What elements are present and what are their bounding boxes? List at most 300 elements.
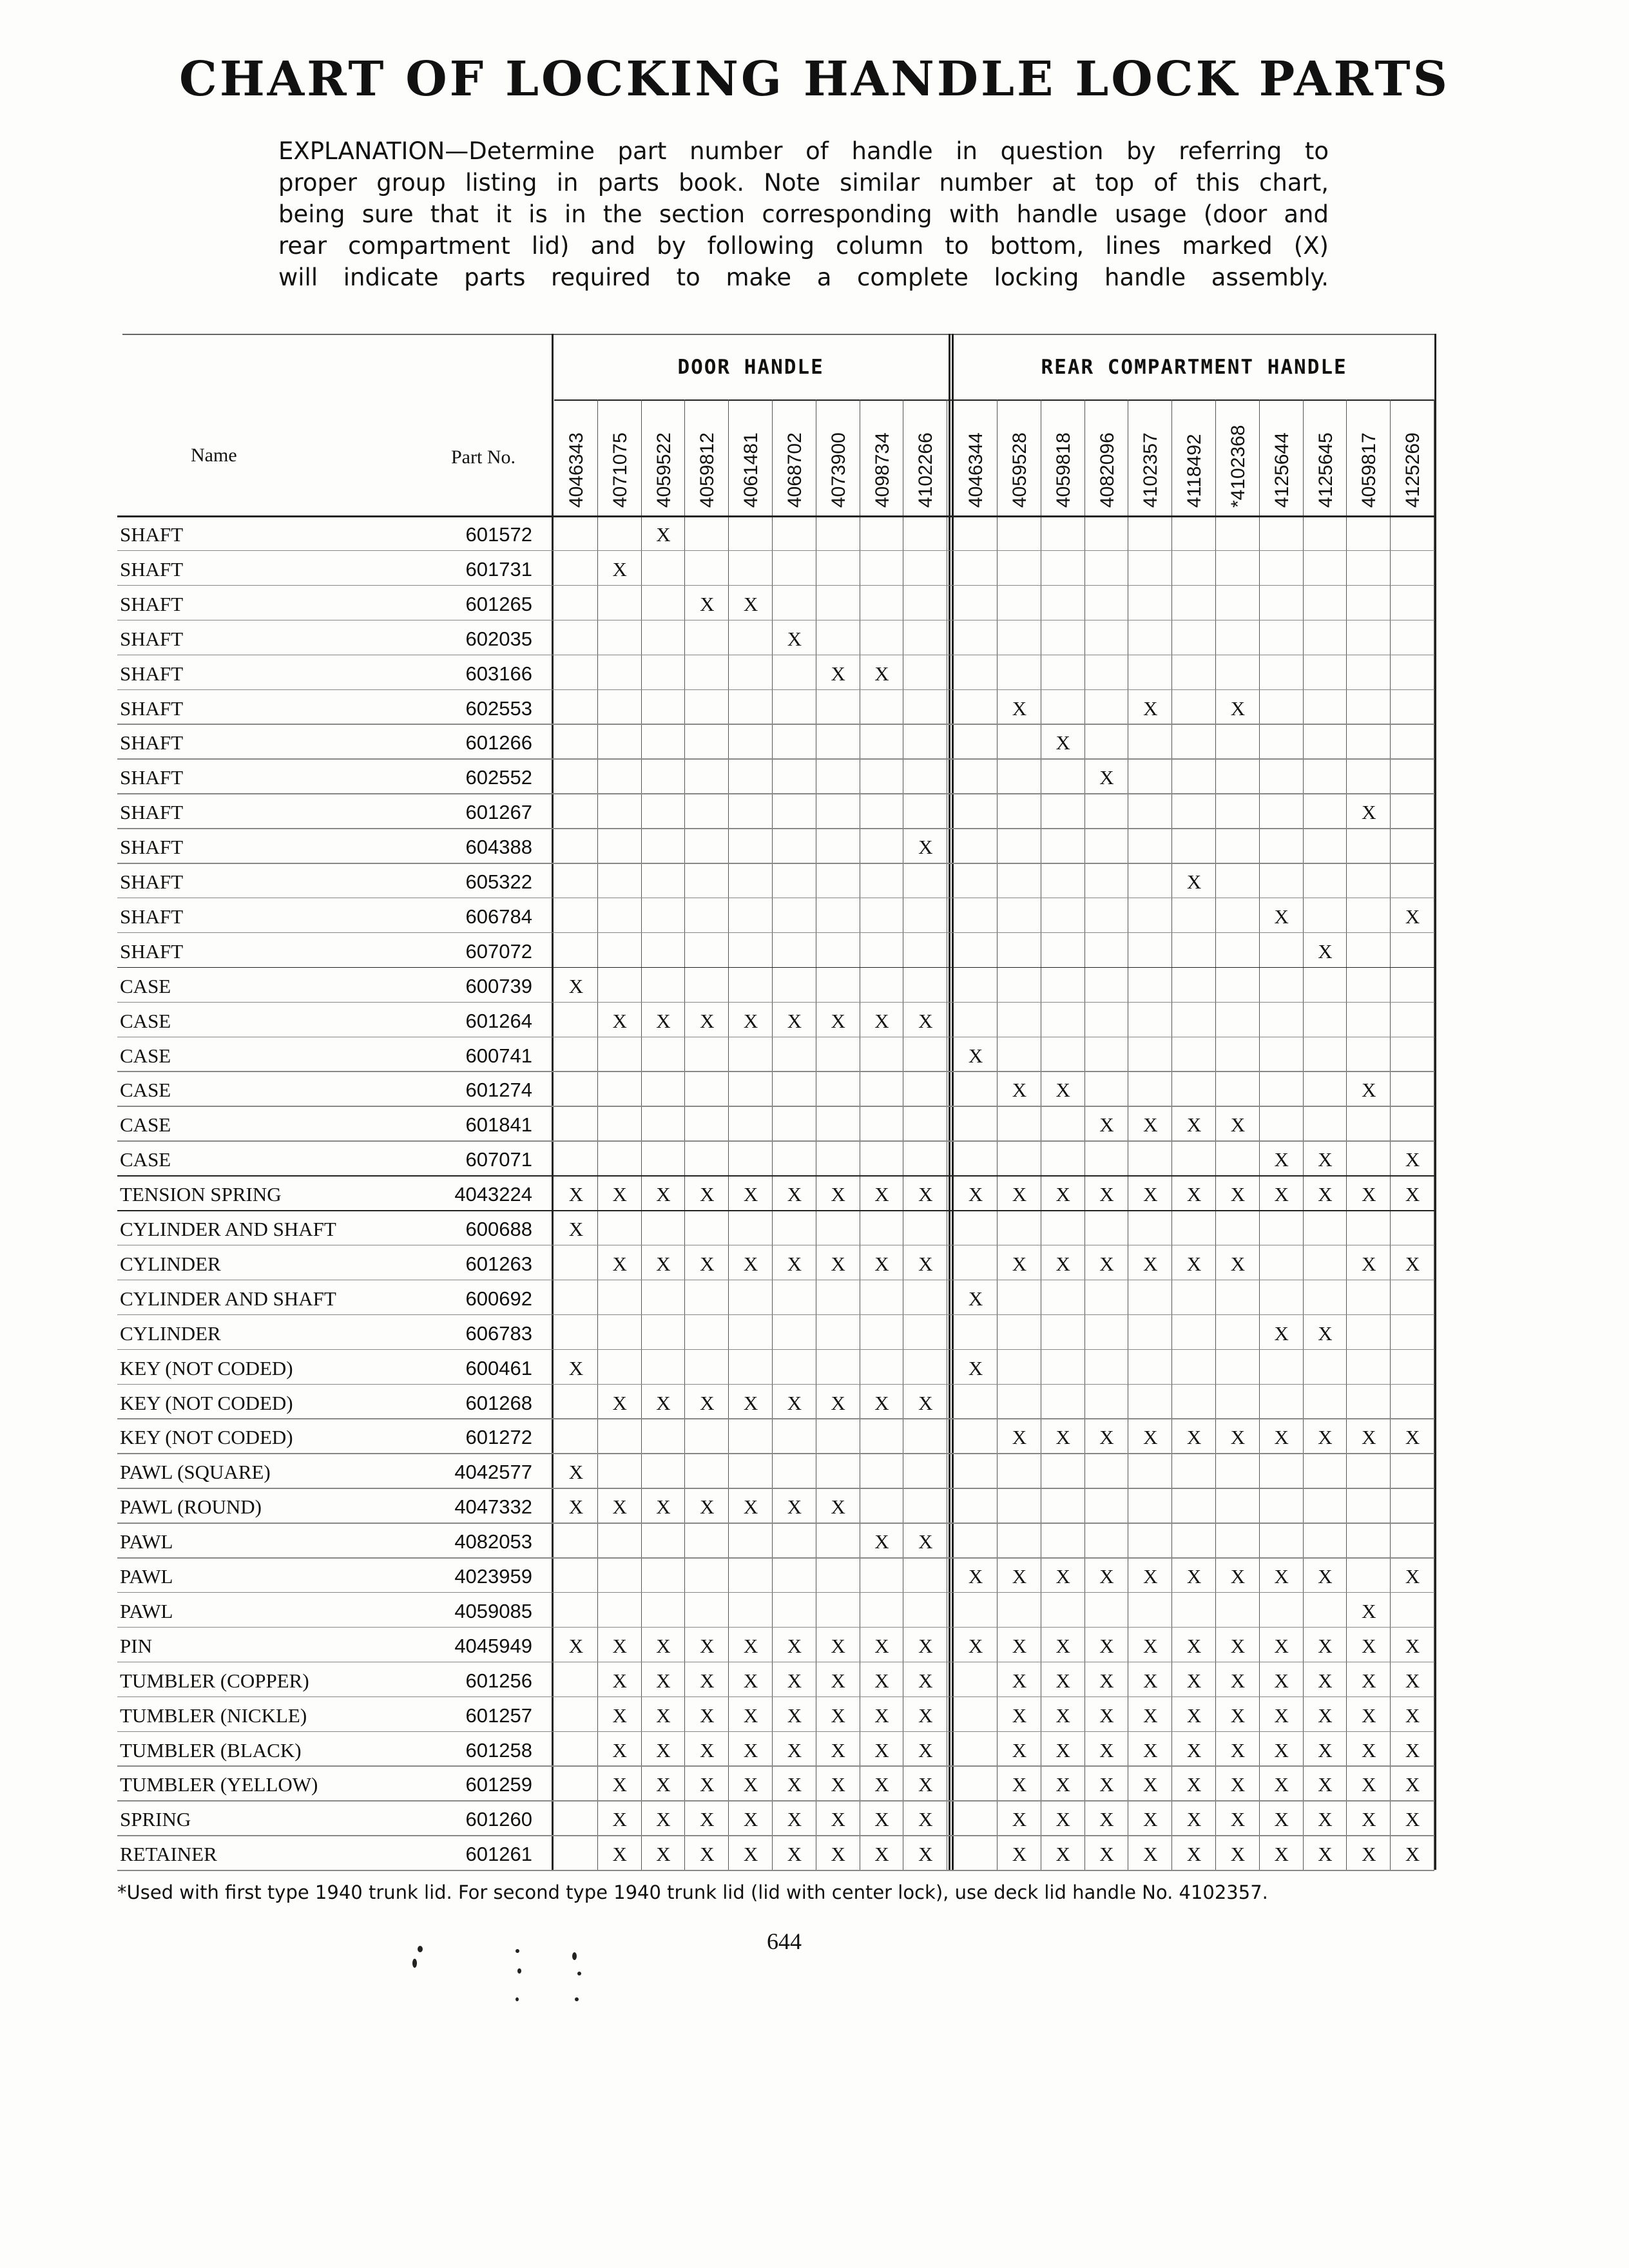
- column-part-number: 4102357: [1140, 432, 1162, 508]
- row-mark-x: X: [612, 1009, 627, 1032]
- row-mark-x: X: [1143, 1704, 1158, 1727]
- row-part-number: 600461: [465, 1356, 532, 1379]
- row-part-number: 601258: [465, 1738, 532, 1762]
- row-mark-x: X: [918, 1843, 933, 1866]
- scan-speck: [572, 1952, 577, 1960]
- row-mark-x: X: [918, 1738, 933, 1762]
- column-part-number: *4102368: [1228, 425, 1249, 508]
- row-mark-x: X: [656, 1183, 671, 1206]
- row-mark-x: X: [874, 1530, 889, 1553]
- row-part-number: 604388: [465, 836, 532, 859]
- row-part-number: 601256: [465, 1669, 532, 1692]
- row-mark-x: X: [874, 1738, 889, 1762]
- row-part-number: 601260: [465, 1808, 532, 1831]
- row-part-name: CASE: [120, 1044, 171, 1067]
- row-part-name: SHAFT: [120, 662, 184, 685]
- row-mark-x: X: [918, 1530, 933, 1553]
- row-part-number: 600739: [465, 974, 532, 997]
- row-part-name: SHAFT: [120, 557, 184, 581]
- header-bottom-rule: [117, 515, 1434, 517]
- row-part-name: TUMBLER (COPPER): [120, 1669, 309, 1692]
- row-mark-x: X: [612, 557, 627, 581]
- row-part-name: CASE: [120, 1148, 171, 1171]
- row-part-name: CYLINDER: [120, 1321, 221, 1345]
- explanation-line: will indicate parts required to make a complete locking handle assembly.: [278, 264, 1329, 291]
- row-rule: [117, 932, 1434, 934]
- row-rule: [117, 655, 1434, 656]
- row-part-name: RETAINER: [120, 1843, 217, 1866]
- row-part-name: SHAFT: [120, 836, 184, 859]
- row-mark-x: X: [1099, 766, 1114, 789]
- row-mark-x: X: [831, 1009, 845, 1032]
- row-mark-x: X: [700, 1843, 715, 1866]
- row-mark-x: X: [1099, 1843, 1114, 1866]
- row-part-name: CASE: [120, 1079, 171, 1102]
- row-mark-x: X: [1230, 1634, 1246, 1657]
- row-mark-x: X: [1405, 1634, 1420, 1657]
- row-mark-x: X: [1230, 1426, 1246, 1449]
- row-mark-x: X: [787, 1183, 802, 1206]
- row-mark-x: X: [1318, 1843, 1333, 1866]
- row-mark-x: X: [1362, 1252, 1376, 1275]
- row-rule: [117, 1870, 1434, 1871]
- row-part-number: 607072: [465, 939, 532, 963]
- row-part-number: 601266: [465, 731, 532, 754]
- row-mark-x: X: [1318, 1565, 1333, 1588]
- row-mark-x: X: [1318, 1808, 1333, 1831]
- row-part-name: SHAFT: [120, 801, 184, 824]
- row-mark-x: X: [743, 1495, 758, 1519]
- row-mark-x: X: [700, 1495, 715, 1519]
- row-mark-x: X: [1274, 1321, 1289, 1345]
- column-part-number: 4046343: [566, 432, 587, 508]
- row-mark-x: X: [1055, 1079, 1070, 1102]
- row-mark-x: X: [700, 1009, 715, 1032]
- row-mark-x: X: [1186, 1565, 1202, 1588]
- row-mark-x: X: [1230, 1183, 1246, 1206]
- row-rule: [117, 1384, 1434, 1385]
- row-rule: [117, 1071, 1434, 1072]
- row-mark-x: X: [831, 1773, 845, 1796]
- row-rule: [117, 1210, 1434, 1211]
- row-part-name: PIN: [120, 1634, 152, 1657]
- row-rule: [117, 967, 1434, 968]
- column-part-number: 4118492: [1184, 434, 1206, 508]
- column-part-number: 4071075: [609, 432, 631, 508]
- row-mark-x: X: [1055, 1634, 1070, 1657]
- row-rule: [117, 585, 1434, 586]
- row-mark-x: X: [787, 1669, 802, 1692]
- group-divider-left: [552, 334, 554, 1870]
- row-mark-x: X: [743, 1773, 758, 1796]
- row-mark-x: X: [656, 1634, 671, 1657]
- row-mark-x: X: [1186, 1669, 1202, 1692]
- group-divider-right: [1434, 334, 1436, 1870]
- row-mark-x: X: [743, 1738, 758, 1762]
- row-part-number: 605322: [465, 870, 532, 893]
- page-number: 644: [767, 1928, 802, 1954]
- row-mark-x: X: [743, 1183, 758, 1206]
- row-part-name: SHAFT: [120, 870, 184, 893]
- column-part-number: 4082096: [1096, 432, 1118, 508]
- explanation-line: rear compartment lid) and by following column to bottom, lines marked (X): [278, 232, 1329, 260]
- row-part-number: 601274: [465, 1079, 532, 1102]
- column-part-number: 4061481: [740, 432, 762, 508]
- row-rule: [117, 724, 1434, 725]
- scan-speck: [516, 1997, 519, 2001]
- row-part-name: CYLINDER: [120, 1252, 221, 1275]
- row-part-name: CYLINDER AND SHAFT: [120, 1287, 336, 1310]
- row-part-number: 600692: [465, 1287, 532, 1310]
- row-mark-x: X: [700, 1391, 715, 1414]
- row-part-number: 601272: [465, 1426, 532, 1449]
- row-mark-x: X: [568, 1495, 584, 1519]
- column-part-number: 4059817: [1358, 432, 1380, 508]
- row-mark-x: X: [1362, 1183, 1376, 1206]
- row-mark-x: X: [874, 1773, 889, 1796]
- row-mark-x: X: [1318, 1148, 1333, 1171]
- row-mark-x: X: [1055, 1426, 1070, 1449]
- row-mark-x: X: [612, 1843, 627, 1866]
- row-mark-x: X: [743, 1009, 758, 1032]
- row-part-number: 601572: [465, 523, 532, 546]
- row-mark-x: X: [787, 1773, 802, 1796]
- row-rule: [117, 828, 1434, 829]
- row-mark-x: X: [968, 1565, 983, 1588]
- row-mark-x: X: [787, 627, 802, 650]
- row-mark-x: X: [1143, 1183, 1158, 1206]
- row-mark-x: X: [1362, 801, 1376, 824]
- row-mark-x: X: [874, 1704, 889, 1727]
- row-mark-x: X: [831, 1391, 845, 1414]
- row-mark-x: X: [1362, 1808, 1376, 1831]
- row-part-number: 606783: [465, 1321, 532, 1345]
- row-mark-x: X: [1362, 1599, 1376, 1622]
- row-mark-x: X: [700, 1669, 715, 1692]
- row-rule: [117, 1835, 1434, 1836]
- row-rule: [117, 1557, 1434, 1559]
- row-mark-x: X: [1143, 1738, 1158, 1762]
- row-mark-x: X: [1143, 1773, 1158, 1796]
- row-mark-x: X: [968, 1634, 983, 1657]
- row-mark-x: X: [656, 1773, 671, 1796]
- row-mark-x: X: [1274, 1808, 1289, 1831]
- row-mark-x: X: [1099, 1704, 1114, 1727]
- row-mark-x: X: [1099, 1669, 1114, 1692]
- column-part-number: 4046344: [965, 432, 987, 508]
- row-rule: [117, 1731, 1434, 1733]
- row-mark-x: X: [787, 1808, 802, 1831]
- row-part-number: 603166: [465, 662, 532, 685]
- row-mark-x: X: [918, 1634, 933, 1657]
- row-mark-x: X: [1012, 697, 1027, 720]
- row-part-number: 601267: [465, 801, 532, 824]
- row-mark-x: X: [1012, 1704, 1027, 1727]
- row-part-number: 601731: [465, 557, 532, 581]
- row-mark-x: X: [1186, 1634, 1202, 1657]
- row-mark-x: X: [968, 1287, 983, 1310]
- row-mark-x: X: [1012, 1808, 1027, 1831]
- row-mark-x: X: [1230, 1252, 1246, 1275]
- row-mark-x: X: [918, 1808, 933, 1831]
- row-mark-x: X: [1099, 1252, 1114, 1275]
- row-mark-x: X: [1405, 1565, 1420, 1588]
- row-mark-x: X: [1012, 1079, 1027, 1102]
- row-mark-x: X: [612, 1704, 627, 1727]
- row-mark-x: X: [918, 836, 933, 859]
- row-rule: [117, 1349, 1434, 1350]
- row-part-name: PAWL: [120, 1530, 173, 1553]
- row-mark-x: X: [1405, 1808, 1420, 1831]
- row-part-name: TUMBLER (BLACK): [120, 1738, 302, 1762]
- row-mark-x: X: [918, 1183, 933, 1206]
- row-mark-x: X: [968, 1044, 983, 1067]
- row-rule: [117, 550, 1434, 552]
- row-part-name: KEY (NOT CODED): [120, 1426, 293, 1449]
- row-mark-x: X: [787, 1252, 802, 1275]
- row-mark-x: X: [1274, 1843, 1289, 1866]
- row-mark-x: X: [968, 1356, 983, 1379]
- row-mark-x: X: [918, 1252, 933, 1275]
- name-column-header: Name: [191, 445, 237, 466]
- row-mark-x: X: [968, 1183, 983, 1206]
- column-part-number: 4059522: [653, 432, 675, 508]
- column-part-number: 4125644: [1271, 432, 1293, 508]
- row-mark-x: X: [568, 1218, 584, 1240]
- row-mark-x: X: [831, 1738, 845, 1762]
- row-mark-x: X: [612, 1495, 627, 1519]
- row-mark-x: X: [1405, 1183, 1420, 1206]
- row-part-number: 4023959: [454, 1565, 532, 1588]
- row-mark-x: X: [612, 1183, 627, 1206]
- row-mark-x: X: [1230, 1565, 1246, 1588]
- row-mark-x: X: [1143, 697, 1158, 720]
- row-mark-x: X: [1405, 1738, 1420, 1762]
- row-mark-x: X: [1230, 1808, 1246, 1831]
- rear-compartment-group-label: REAR COMPARTMENT HANDLE: [1041, 356, 1347, 379]
- row-rule: [117, 689, 1434, 691]
- row-mark-x: X: [1186, 1113, 1202, 1137]
- column-part-number: 4068702: [784, 432, 805, 508]
- row-mark-x: X: [700, 1738, 715, 1762]
- row-mark-x: X: [787, 1391, 802, 1414]
- row-mark-x: X: [874, 1843, 889, 1866]
- row-mark-x: X: [831, 1495, 845, 1519]
- row-mark-x: X: [918, 1773, 933, 1796]
- row-mark-x: X: [1362, 1843, 1376, 1866]
- row-mark-x: X: [700, 1183, 715, 1206]
- row-mark-x: X: [612, 1252, 627, 1275]
- column-part-number: 4125269: [1402, 432, 1424, 508]
- row-rule: [117, 1696, 1434, 1698]
- row-mark-x: X: [831, 1252, 845, 1275]
- row-part-name: CASE: [120, 1009, 171, 1032]
- row-mark-x: X: [1012, 1669, 1027, 1692]
- row-part-name: KEY (NOT CODED): [120, 1391, 293, 1414]
- row-mark-x: X: [1405, 1773, 1420, 1796]
- row-mark-x: X: [874, 1808, 889, 1831]
- row-mark-x: X: [1362, 1079, 1376, 1102]
- row-mark-x: X: [1274, 1426, 1289, 1449]
- row-rule: [117, 1592, 1434, 1593]
- row-mark-x: X: [1186, 1426, 1202, 1449]
- row-mark-x: X: [874, 1183, 889, 1206]
- row-mark-x: X: [1274, 1148, 1289, 1171]
- row-mark-x: X: [1012, 1843, 1027, 1866]
- row-mark-x: X: [1362, 1634, 1376, 1657]
- row-mark-x: X: [612, 1773, 627, 1796]
- row-mark-x: X: [1186, 870, 1202, 893]
- row-mark-x: X: [1318, 939, 1333, 963]
- row-mark-x: X: [1186, 1183, 1202, 1206]
- row-part-name: SHAFT: [120, 697, 184, 720]
- row-rule: [117, 1140, 1434, 1142]
- column-part-number: 4059812: [697, 432, 718, 508]
- row-part-name: SHAFT: [120, 523, 184, 546]
- row-mark-x: X: [700, 1634, 715, 1657]
- row-mark-x: X: [1274, 1183, 1289, 1206]
- column-part-number: 4059818: [1052, 432, 1074, 508]
- row-mark-x: X: [1055, 1669, 1070, 1692]
- scan-speck: [418, 1946, 423, 1952]
- row-mark-x: X: [1012, 1738, 1027, 1762]
- row-rule: [117, 1523, 1434, 1524]
- row-mark-x: X: [1143, 1808, 1158, 1831]
- row-mark-x: X: [1230, 1669, 1246, 1692]
- row-mark-x: X: [874, 1009, 889, 1032]
- row-mark-x: X: [612, 1808, 627, 1831]
- row-mark-x: X: [1318, 1426, 1333, 1449]
- row-mark-x: X: [1405, 1426, 1420, 1449]
- column-part-number: 4059528: [1009, 432, 1030, 508]
- row-part-number: 602552: [465, 766, 532, 789]
- row-mark-x: X: [1012, 1565, 1027, 1588]
- row-part-number: 4043224: [454, 1183, 532, 1206]
- row-rule: [117, 1002, 1434, 1003]
- row-part-number: 4045949: [454, 1634, 532, 1657]
- row-mark-x: X: [874, 1634, 889, 1657]
- row-mark-x: X: [700, 1252, 715, 1275]
- row-part-number: 601259: [465, 1773, 532, 1796]
- row-mark-x: X: [1274, 905, 1289, 928]
- row-rule: [117, 863, 1434, 864]
- row-mark-x: X: [1318, 1773, 1333, 1796]
- row-mark-x: X: [1143, 1565, 1158, 1588]
- row-mark-x: X: [656, 1704, 671, 1727]
- row-mark-x: X: [1143, 1634, 1158, 1657]
- row-mark-x: X: [1055, 1252, 1070, 1275]
- row-mark-x: X: [1274, 1704, 1289, 1727]
- row-mark-x: X: [831, 1704, 845, 1727]
- row-mark-x: X: [1362, 1704, 1376, 1727]
- row-mark-x: X: [1012, 1183, 1027, 1206]
- row-mark-x: X: [1143, 1669, 1158, 1692]
- row-mark-x: X: [1012, 1634, 1027, 1657]
- row-mark-x: X: [1318, 1634, 1333, 1657]
- row-rule: [117, 1280, 1434, 1281]
- explanation-text: [278, 135, 1329, 293]
- row-mark-x: X: [1099, 1773, 1114, 1796]
- row-rule: [117, 1488, 1434, 1489]
- row-mark-x: X: [1274, 1738, 1289, 1762]
- row-rule: [117, 1765, 1434, 1767]
- row-mark-x: X: [656, 1669, 671, 1692]
- row-mark-x: X: [656, 1009, 671, 1032]
- row-part-name: SHAFT: [120, 731, 184, 754]
- row-mark-x: X: [918, 1391, 933, 1414]
- row-rule: [117, 793, 1434, 794]
- row-part-number: 600741: [465, 1044, 532, 1067]
- row-mark-x: X: [1405, 1669, 1420, 1692]
- row-mark-x: X: [1274, 1634, 1289, 1657]
- row-mark-x: X: [1099, 1565, 1114, 1588]
- row-part-number: 602035: [465, 627, 532, 650]
- row-mark-x: X: [1099, 1113, 1114, 1137]
- row-mark-x: X: [1318, 1321, 1333, 1345]
- row-mark-x: X: [1362, 1669, 1376, 1692]
- footnote: *Used with first type 1940 trunk lid. For second type 1940 trunk lid (lid with center lock), use deck lid handle No. 4102357.: [117, 1881, 1268, 1903]
- row-mark-x: X: [787, 1704, 802, 1727]
- row-mark-x: X: [1362, 1738, 1376, 1762]
- explanation-line: proper group listing in parts book. Note similar number at top of this chart,: [278, 169, 1329, 197]
- row-mark-x: X: [787, 1495, 802, 1519]
- row-part-number: 601263: [465, 1252, 532, 1275]
- row-mark-x: X: [743, 1634, 758, 1657]
- row-mark-x: X: [1012, 1252, 1027, 1275]
- row-mark-x: X: [568, 1461, 584, 1484]
- row-mark-x: X: [1143, 1252, 1158, 1275]
- row-mark-x: X: [1055, 1565, 1070, 1588]
- row-part-number: 4082053: [454, 1530, 532, 1553]
- row-part-name: KEY (NOT CODED): [120, 1356, 293, 1379]
- row-rule: [117, 758, 1434, 760]
- row-mark-x: X: [1055, 1738, 1070, 1762]
- row-mark-x: X: [1230, 1843, 1246, 1866]
- row-mark-x: X: [1055, 1704, 1070, 1727]
- row-mark-x: X: [1055, 1808, 1070, 1831]
- row-mark-x: X: [787, 1843, 802, 1866]
- row-mark-x: X: [568, 974, 584, 997]
- column-part-number: 4102266: [915, 432, 937, 508]
- row-mark-x: X: [787, 1738, 802, 1762]
- row-mark-x: X: [568, 1183, 584, 1206]
- row-mark-x: X: [1274, 1773, 1289, 1796]
- row-mark-x: X: [831, 1183, 845, 1206]
- row-mark-x: X: [1143, 1843, 1158, 1866]
- row-mark-x: X: [1186, 1704, 1202, 1727]
- row-mark-x: X: [743, 1843, 758, 1866]
- row-mark-x: X: [1405, 1252, 1420, 1275]
- row-rule: [117, 1453, 1434, 1454]
- row-mark-x: X: [918, 1704, 933, 1727]
- row-mark-x: X: [831, 1669, 845, 1692]
- scan-speck: [575, 1997, 579, 2001]
- row-mark-x: X: [1318, 1669, 1333, 1692]
- row-part-name: PAWL: [120, 1599, 173, 1622]
- row-part-name: PAWL (SQUARE): [120, 1461, 271, 1484]
- header-top-rule: [122, 334, 1434, 335]
- row-mark-x: X: [612, 1738, 627, 1762]
- column-part-number: 4073900: [827, 432, 849, 508]
- row-mark-x: X: [700, 1808, 715, 1831]
- row-mark-x: X: [656, 1495, 671, 1519]
- row-mark-x: X: [831, 1634, 845, 1657]
- column-part-number: 4098734: [871, 432, 893, 508]
- row-mark-x: X: [1143, 1426, 1158, 1449]
- row-mark-x: X: [1055, 1183, 1070, 1206]
- row-mark-x: X: [1318, 1183, 1333, 1206]
- row-mark-x: X: [1318, 1738, 1333, 1762]
